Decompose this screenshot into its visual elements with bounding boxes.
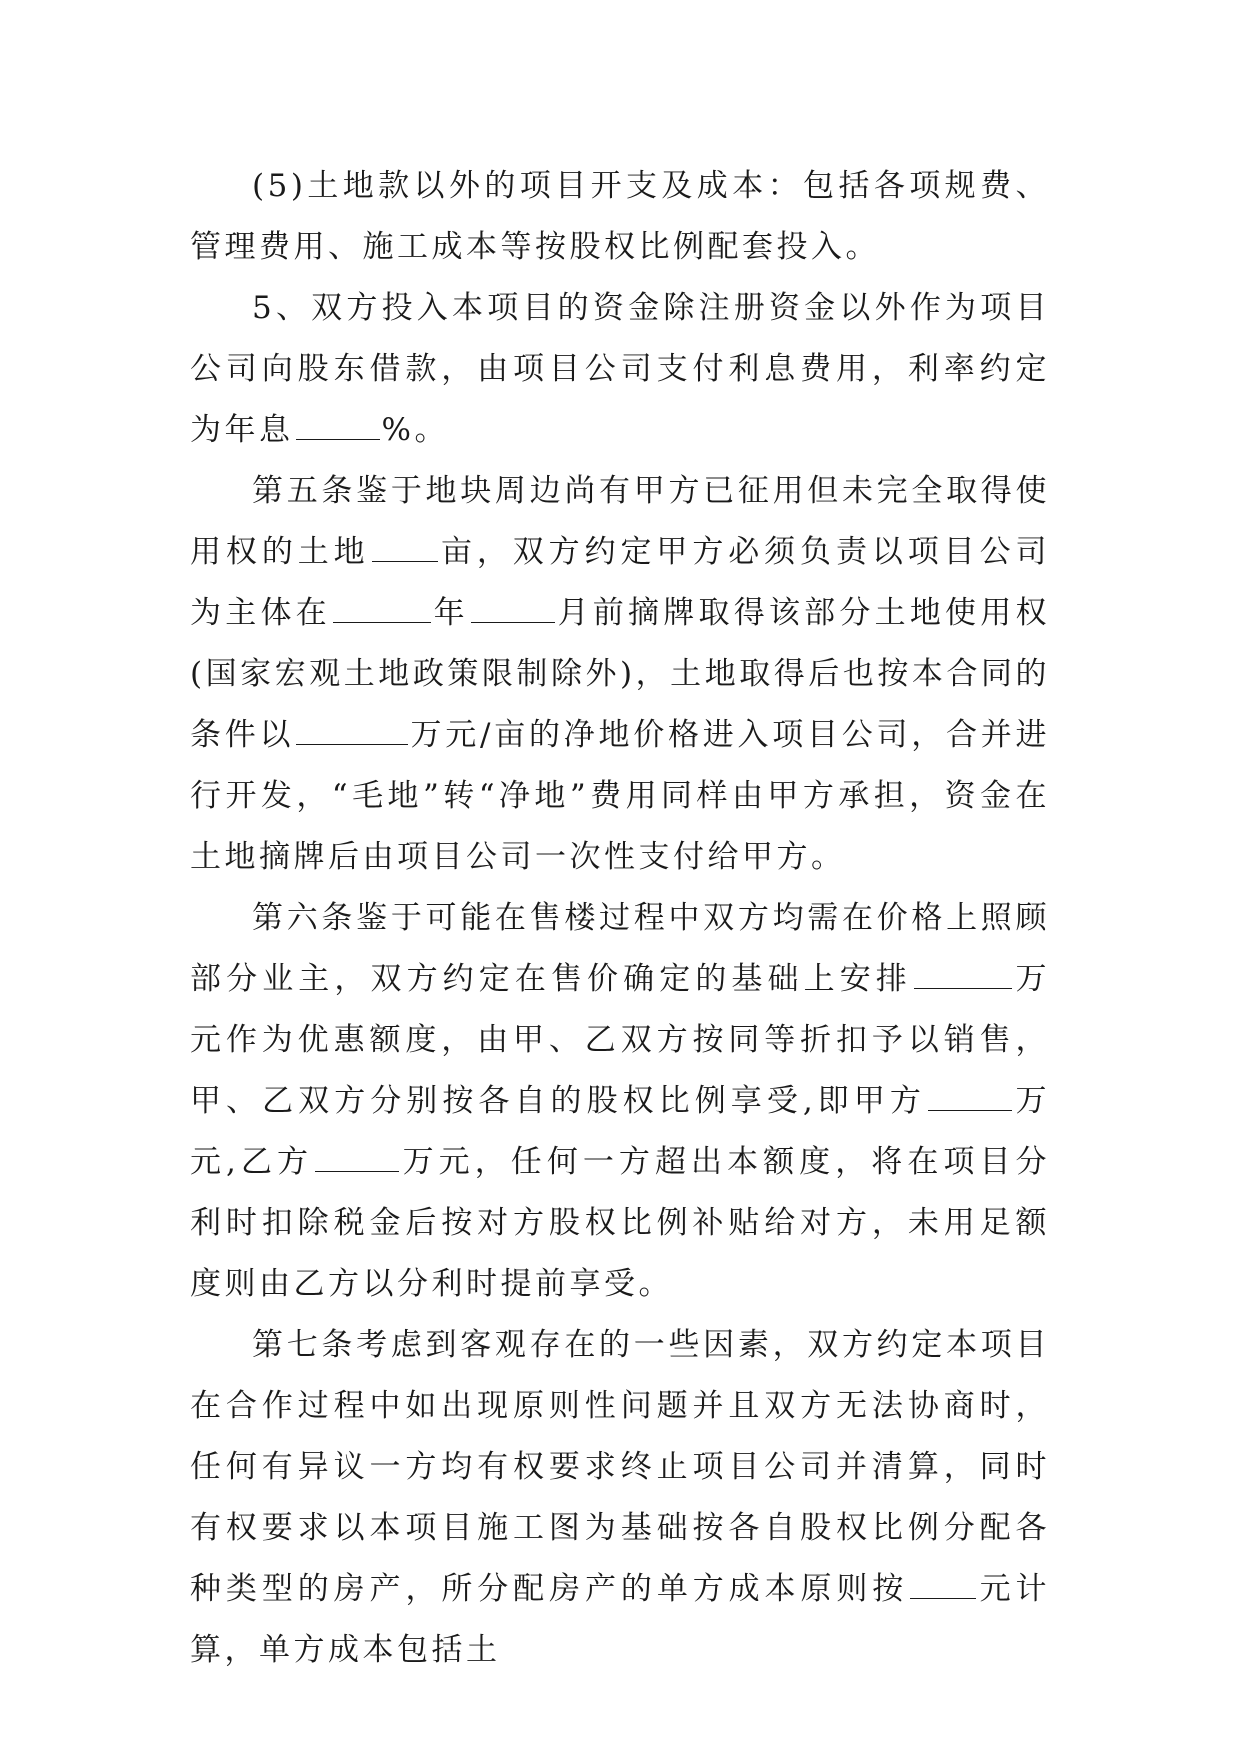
paragraph-article-7	[190, 1315, 1050, 1681]
paragraph-text: (5)土地款以外的项目开支及成本：包括各项规费、管理费用、施工成本等按股权比例配套投入。	[190, 168, 1050, 265]
paragraph-text: 万元,乙方	[190, 1083, 1051, 1180]
blank-interest-rate	[296, 413, 380, 440]
paragraph-article-6	[190, 888, 1050, 1315]
paragraph-text: 万元作为优惠额度，由甲、乙双方按同等折扣予以销售，甲、乙双方分别按各自的股权比例享受,即甲方	[190, 961, 1051, 1119]
paragraph-text: 万元，任何一方超出本额度，将在项目分利时扣除税金后按对方股权比例补贴给对方，未用足额度则由乙方以分利时提前享受。	[190, 1144, 1050, 1302]
paragraph-text: 5、双方投入本项目的资金除注册资金以外作为项目公司向股东借款，由项目公司支付利息费用，利率约定为年息	[190, 290, 1050, 448]
paragraph-land-costs	[190, 156, 1050, 278]
paragraph-article-5	[190, 461, 1050, 888]
paragraph-text: 元计算，单方成本包括土	[190, 1571, 1051, 1668]
paragraph-text: %。	[381, 412, 449, 448]
paragraph-shareholder-loan	[190, 278, 1050, 461]
blank-party-b-amount	[315, 1145, 399, 1172]
blank-month	[471, 596, 555, 623]
paragraph-text: 月前摘牌取得该部分土地使用权(国家宏观土地政策限制除外)，土地取得后也按本合同的条件以	[190, 595, 1051, 753]
blank-party-a-amount	[928, 1084, 1012, 1111]
blank-land-area	[372, 535, 438, 562]
blank-price-per-mu	[296, 718, 408, 745]
blank-year	[333, 596, 431, 623]
paragraph-text: 年	[432, 595, 469, 631]
blank-unit-cost	[910, 1572, 976, 1599]
document-body	[190, 156, 1050, 1681]
blank-discount-amount	[914, 962, 1012, 989]
paragraph-text: 第六条鉴于可能在售楼过程中双方均需在价格上照顾部分业主，双方约定在售价确定的基础上安排	[190, 900, 1050, 997]
paragraph-text: 第七条考虑到客观存在的一些因素，双方约定本项目在合作过程中如出现原则性问题并且双方无法协商时，任何有异议一方均有权要求终止项目公司并清算，同时有权要求以本项目施工图为基础按各自股权比例分配各种类型的房产，所分配房产的单方成本原则按	[190, 1327, 1050, 1607]
paragraph-text: 亩，双方约定甲方必须负责以项目公司为主体在	[190, 534, 1050, 631]
paragraph-text: 第五条鉴于地块周边尚有甲方已征用但未完全取得使用权的土地	[190, 473, 1050, 570]
paragraph-text: 万元/亩的净地价格进入项目公司，合并进行开发，“毛地”转“净地”费用同样由甲方承担，资金在土地摘牌后由项目公司一次性支付给甲方。	[190, 717, 1050, 875]
